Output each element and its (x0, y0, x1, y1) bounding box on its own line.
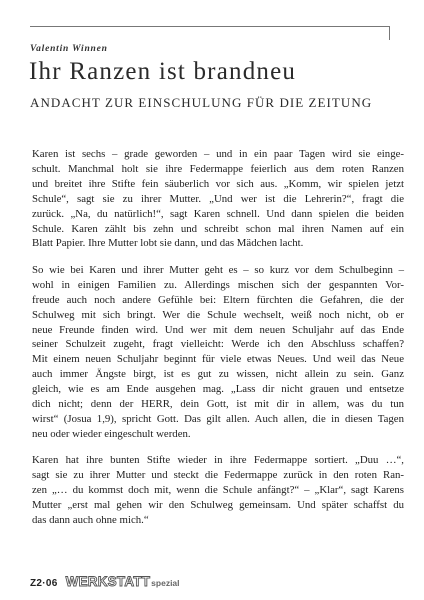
text-line: Karen ist sechs – grade geworden – und in ein paar Tagen wird sie einge- (32, 148, 404, 160)
paragraph-1 (32, 147, 404, 251)
text-line: sagt sie zu ihrer Mutter und steckt die Federmappe zurück in den roten Ran- (32, 469, 404, 482)
corner-rule-right (389, 26, 390, 40)
article-title: Ihr Ranzen ist brandneu (29, 58, 297, 85)
author-name: Valentin Winnen (30, 44, 108, 54)
text-line: seiner Schulzeit zugeht, fragt vielleicht: Werde ich den Abschluss schaffen? (32, 338, 404, 351)
text-line: zen „… du kommst doch mit, wenn die Schule anfängt?“ – „Klar“, sagt Karens (32, 484, 404, 497)
text-line: wirst“ (Josua 1,9), spricht Gott. Das gilt allen. Auch allen, die in diesen Tagen (32, 413, 404, 425)
text-line: So wie bei Karen und ihrer Mutter geht es – so kurz vor dem Schulbeginn – (32, 263, 404, 276)
text-line: dich nicht; denn der HERR, dein Gott, ist mit dir in allem, was du tun (32, 398, 404, 411)
text-line: gleich, wie es am Ende ausgehen mag. „Lass dir nicht grauen und entsetze (32, 383, 404, 396)
paragraph-2 (32, 263, 404, 442)
page-number: Z2·06 (30, 578, 58, 589)
text-line: neu oder wieder eingeschult werden. (32, 427, 191, 440)
text-line: schult. Manchmal holt sie ihre Federmappe feierlich aus dem roten Ranzen (32, 162, 404, 175)
paragraph-3 (32, 453, 404, 528)
text-line: Schulweg mit sich bringt. Wer die Schule wechselt, weiß noch nicht, ob er (32, 308, 404, 321)
werkstatt-logo (66, 574, 180, 589)
corner-rule-top (30, 26, 390, 27)
text-line: neue Freunde finden wird. Und wer mit dem neuen Schuljahr auf das Ende (32, 323, 404, 336)
page-footer (30, 574, 180, 592)
text-line: Mutter „erst mal gehen wir den Schulweg gemeinsam. Und später schaffst du (32, 499, 404, 512)
article-subtitle: ANDACHT ZUR EINSCHULUNG FÜR DIE ZEITUNG (30, 95, 373, 110)
text-line: wohl in einigen Familien zu. Allerdings mischen sich der gespannten Vor- (32, 278, 404, 291)
text-line: auch immer Ängste birgt, ist es gut zu wissen, nicht allein zu sein. Ganz (32, 368, 404, 381)
text-line: das dann auch ohne mich.“ (32, 514, 149, 527)
brand-suffix: spezial (151, 578, 180, 588)
text-line: Mit einem neuen Schuljahr beginnt für viele etwas Neues. Und weil das Neue (32, 353, 404, 366)
brand-word: WERKSTATT (65, 574, 151, 589)
text-line: Karen hat ihre bunten Stifte wieder in ihre Federmappe sortiert. „Duu …“, (32, 454, 404, 467)
text-line: Blatt Papier. Ihre Mutter lobt sie dann, und das Mädchen lacht. (32, 237, 304, 250)
text-line: und breitet ihre Stifte fein säuberlich vor sich aus. „Komm, wir spielen jetzt (32, 177, 404, 190)
text-line: Schule“, sagt sie zu ihrer Mutter. „Und wer ist die Lehrerin?“, fragt die (32, 192, 404, 205)
text-line: zurück. „Na, du natürlich!“, sagt Karen schnell. Und dann spielen die beiden (32, 207, 404, 220)
text-line: Schule. Karen zählt bis zehn und schreibt schon mal ihren Namen auf ein (32, 222, 404, 235)
article-body (32, 147, 404, 540)
text-line: freude auch noch andere Gefühle bei: Eltern fürchten die Gefahren, die der (32, 293, 404, 306)
